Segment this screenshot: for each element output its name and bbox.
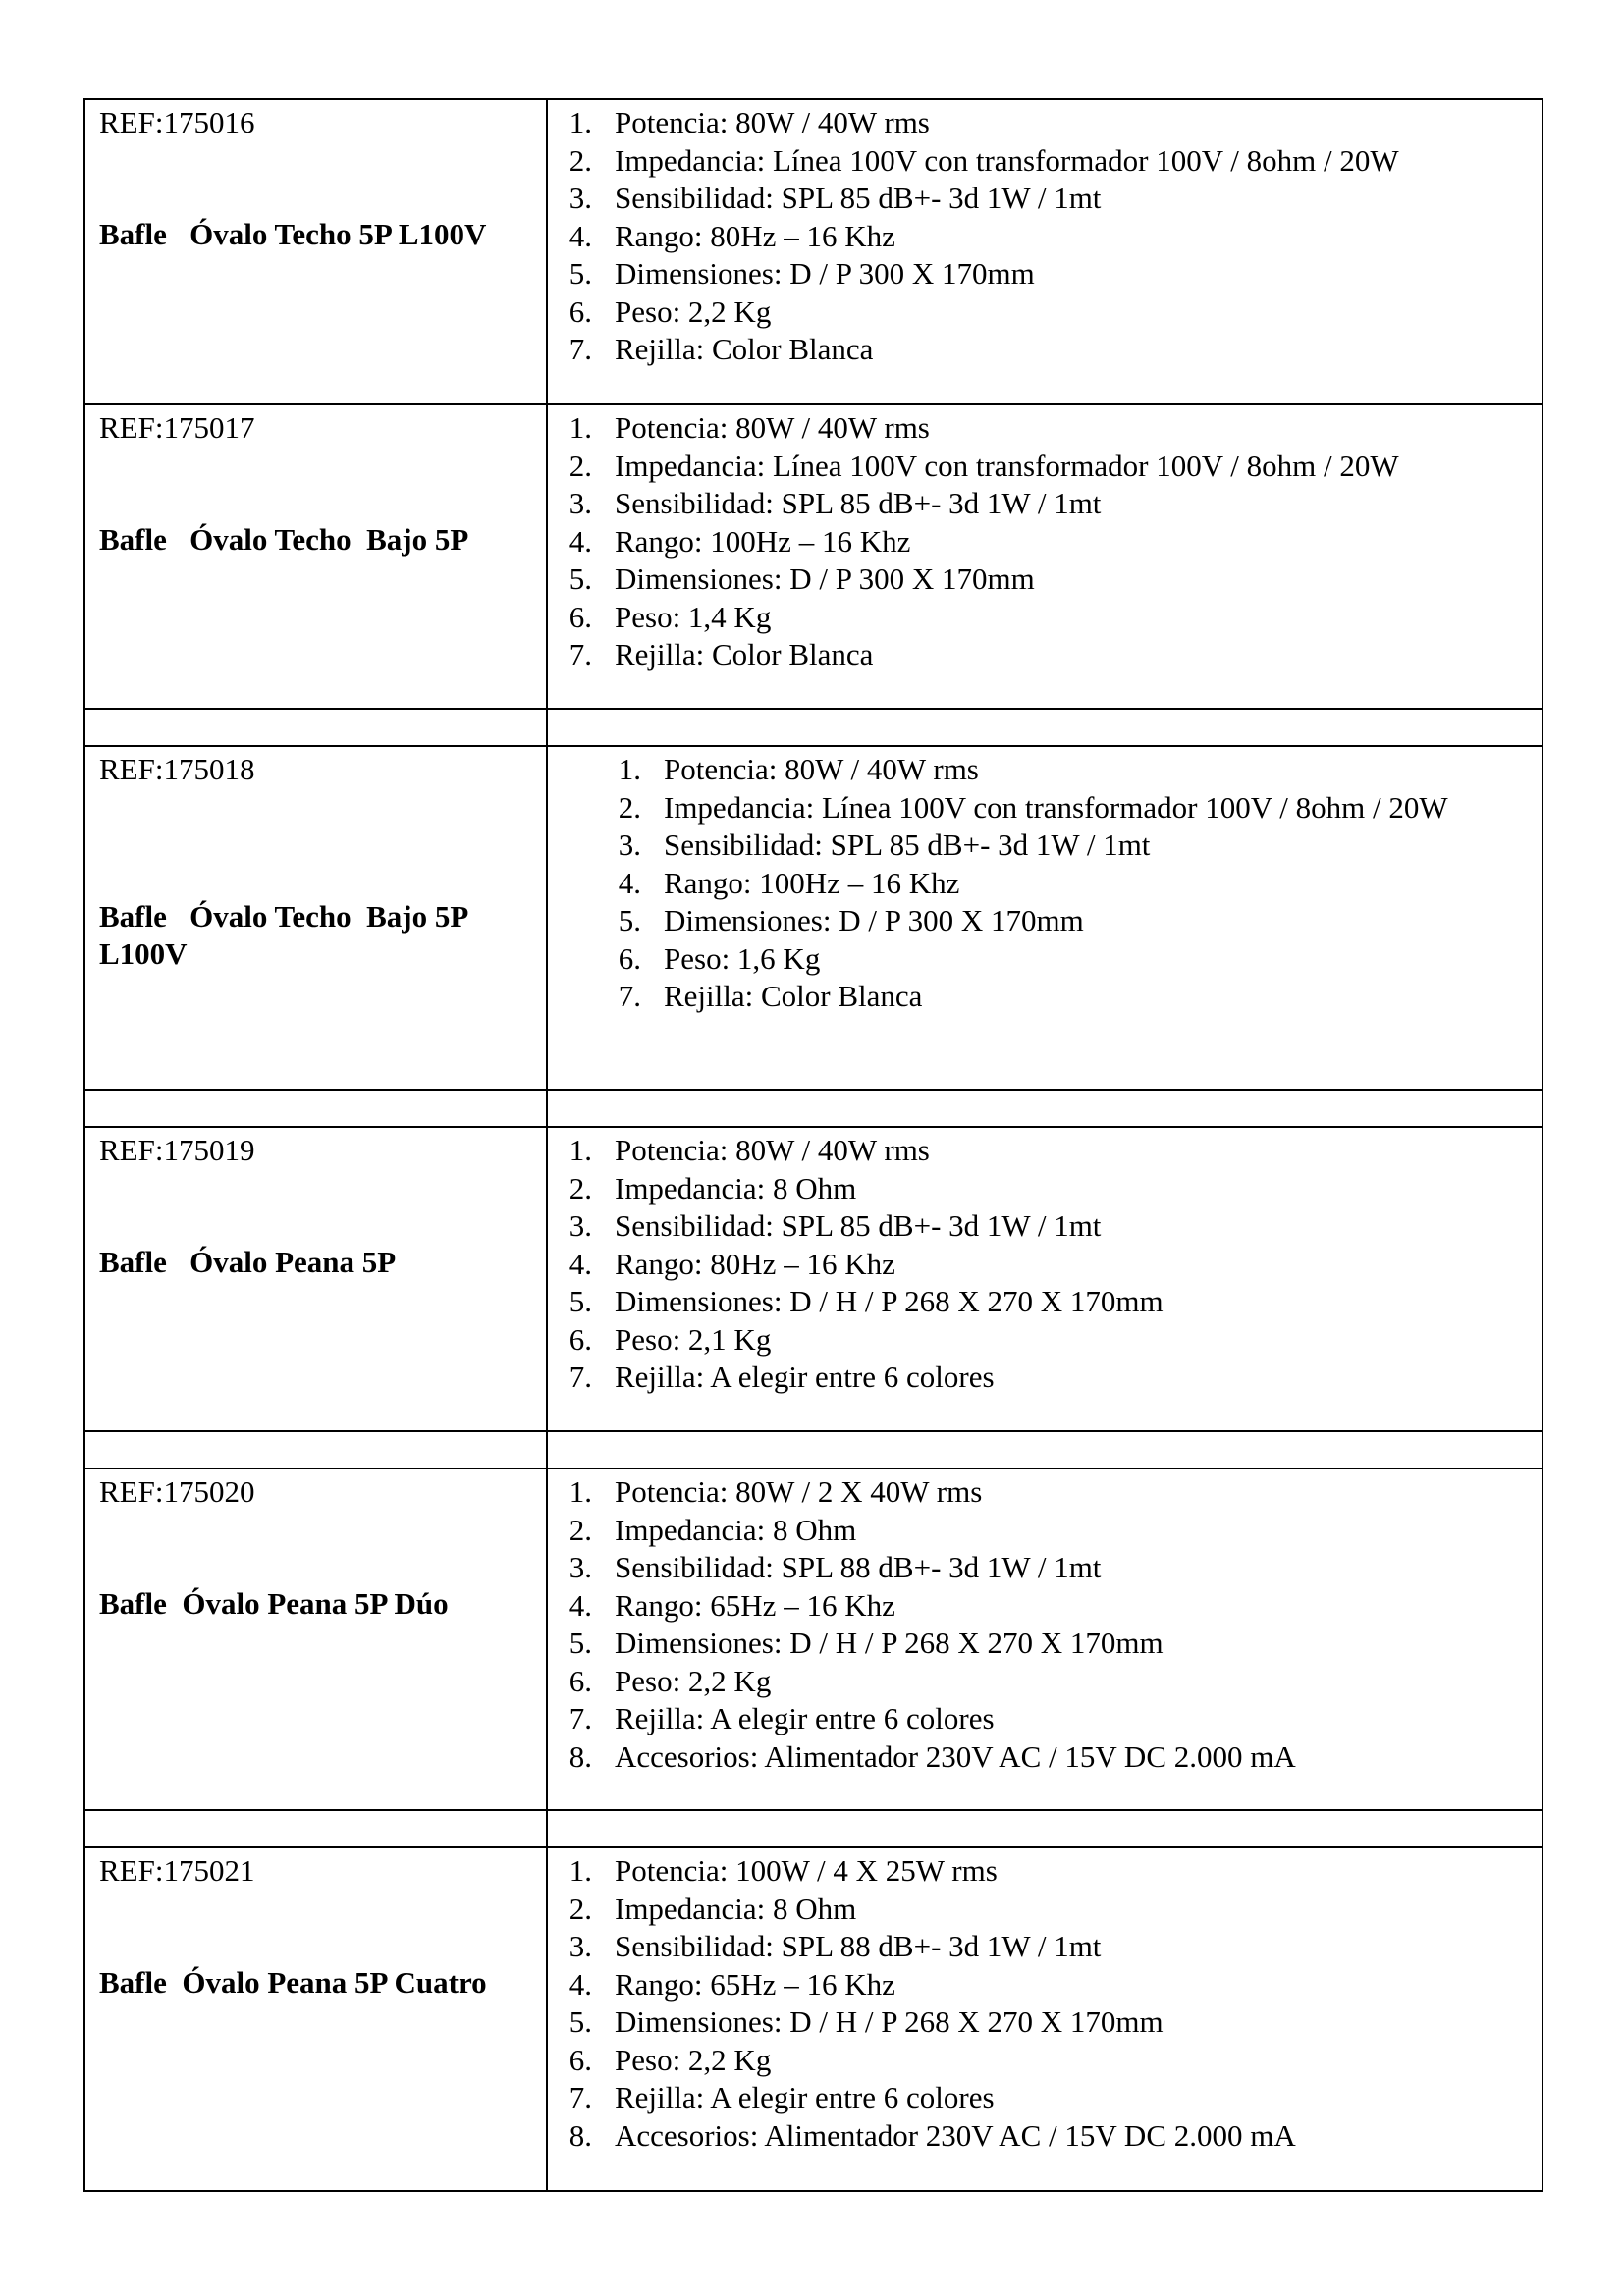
spec-text: Sensibilidad: SPL 85 dB+- 3d 1W / 1mt: [615, 486, 1102, 520]
spec-item: 4. Rango: 80Hz – 16 Khz: [548, 218, 1532, 256]
spec-text: Rejilla: Color Blanca: [615, 332, 874, 366]
spec-text: Dimensiones: D / P 300 X 170mm: [615, 256, 1035, 291]
product-name: Bafle Óvalo Techo Bajo 5P: [99, 522, 469, 557]
spec-text: Rango: 80Hz – 16 Khz: [615, 218, 895, 253]
product-id-cell: [84, 1127, 547, 1431]
spec-text: Impedancia: 8 Ohm: [615, 1170, 857, 1205]
spec-text: Peso: 1,4 Kg: [615, 599, 772, 634]
product-name: Bafle Óvalo Techo Bajo 5P L100V: [99, 899, 475, 971]
spacer-cell: [84, 1090, 547, 1127]
product-row: [84, 404, 1543, 709]
product-spec-table: [83, 98, 1543, 2192]
spacer-cell: [547, 1810, 1543, 1847]
spec-item: 5. Dimensiones: D / H / P 268 X 270 X 170mm: [548, 1625, 1532, 1663]
product-ref: REF:175018: [99, 752, 255, 786]
spec-text: Dimensiones: D / H / P 268 X 270 X 170mm: [615, 2004, 1164, 2039]
spec-item: 3. Sensibilidad: SPL 85 dB+- 3d 1W / 1mt: [548, 827, 1532, 865]
spec-text: Accesorios: Alimentador 230V AC / 15V DC 2.000 mA: [615, 1738, 1296, 1774]
spec-item: 4. Rango: 65Hz – 16 Khz: [548, 1966, 1532, 2004]
product-specs-cell: [547, 1468, 1543, 1810]
spec-item: 5. Dimensiones: D / P 300 X 170mm: [548, 561, 1532, 599]
spec-list: [548, 104, 1532, 369]
spec-text: Rejilla: A elegir entre 6 colores: [615, 1701, 995, 1735]
spec-item: 2. Impedancia: 8 Ohm: [548, 1170, 1532, 1208]
product-ref: REF:175017: [99, 410, 255, 445]
spacer-row: [84, 1810, 1543, 1847]
spec-text: Sensibilidad: SPL 85 dB+- 3d 1W / 1mt: [615, 1208, 1102, 1243]
spec-text: Impedancia: Línea 100V con transformador 100V / 8ohm / 20W: [664, 789, 1448, 825]
spec-list: [548, 1132, 1532, 1397]
spec-text: Rango: 65Hz – 16 Khz: [615, 1966, 895, 2002]
spec-item: 3. Sensibilidad: SPL 88 dB+- 3d 1W / 1mt: [548, 1549, 1532, 1587]
spacer-cell: [547, 1431, 1543, 1468]
product-ref: REF:175020: [99, 1474, 255, 1509]
spec-text: Sensibilidad: SPL 88 dB+- 3d 1W / 1mt: [615, 1550, 1102, 1584]
product-row: [84, 1127, 1543, 1431]
spec-item: 3. Sensibilidad: SPL 88 dB+- 3d 1W / 1mt: [548, 1928, 1532, 1966]
spec-item: 1. Potencia: 80W / 40W rms: [548, 409, 1532, 448]
product-row: [84, 746, 1543, 1090]
spec-item: 5. Dimensiones: D / P 300 X 170mm: [548, 255, 1532, 294]
spec-item: 7. Rejilla: A elegir entre 6 colores: [548, 1700, 1532, 1738]
spec-text: Rejilla: A elegir entre 6 colores: [615, 2080, 995, 2114]
spec-text: Sensibilidad: SPL 85 dB+- 3d 1W / 1mt: [615, 181, 1102, 215]
product-ref: REF:175021: [99, 1853, 255, 1888]
product-ref: REF:175016: [99, 105, 255, 139]
spec-text: Rango: 65Hz – 16 Khz: [615, 1587, 895, 1623]
product-row: [84, 1847, 1543, 2191]
product-specs-cell: [547, 404, 1543, 709]
spec-text: Dimensiones: D / H / P 268 X 270 X 170mm: [615, 1284, 1164, 1318]
spec-text: Sensibilidad: SPL 88 dB+- 3d 1W / 1mt: [615, 1929, 1102, 1963]
spec-text: Dimensiones: D / H / P 268 X 270 X 170mm: [615, 1626, 1164, 1660]
spec-item: 1. Potencia: 80W / 40W rms: [548, 1132, 1532, 1170]
spec-item: 3. Sensibilidad: SPL 85 dB+- 3d 1W / 1mt: [548, 1207, 1532, 1246]
spec-item: 6. Peso: 2,2 Kg: [548, 2042, 1532, 2080]
spec-item: 2. Impedancia: Línea 100V con transformador 100V / 8ohm / 20W: [548, 448, 1532, 486]
spec-item: 4. Rango: 100Hz – 16 Khz: [548, 523, 1532, 561]
spec-item: 1. Potencia: 80W / 40W rms: [548, 751, 1532, 789]
product-id-cell: [84, 404, 547, 709]
spec-item: 5. Dimensiones: D / H / P 268 X 270 X 170mm: [548, 2003, 1532, 2042]
spec-text: Impedancia: Línea 100V con transformador 100V / 8ohm / 20W: [615, 448, 1399, 483]
spec-item: 1. Potencia: 80W / 40W rms: [548, 104, 1532, 142]
spec-text: Peso: 2,2 Kg: [615, 294, 772, 329]
spec-list: [548, 409, 1532, 674]
spec-item: 3. Sensibilidad: SPL 85 dB+- 3d 1W / 1mt: [548, 180, 1532, 218]
product-specs-cell: [547, 1127, 1543, 1431]
spec-text: Rango: 100Hz – 16 Khz: [664, 865, 960, 900]
product-id-cell: [84, 99, 547, 404]
spec-item: 1. Potencia: 100W / 4 X 25W rms: [548, 1852, 1532, 1891]
spec-text: Potencia: 80W / 40W rms: [664, 752, 979, 786]
spec-text: Rango: 100Hz – 16 Khz: [615, 523, 911, 559]
spec-item: 4. Rango: 100Hz – 16 Khz: [548, 865, 1532, 903]
spec-item: 5. Dimensiones: D / H / P 268 X 270 X 170mm: [548, 1283, 1532, 1321]
spec-item: 4. Rango: 65Hz – 16 Khz: [548, 1587, 1532, 1626]
spacer-row: [84, 1090, 1543, 1127]
product-row: [84, 99, 1543, 404]
spec-item: 6. Peso: 2,1 Kg: [548, 1321, 1532, 1360]
spec-item: 2. Impedancia: Línea 100V con transformador 100V / 8ohm / 20W: [548, 142, 1532, 181]
product-id-cell: [84, 1468, 547, 1810]
spec-item: 1. Potencia: 80W / 2 X 40W rms: [548, 1473, 1532, 1512]
spacer-cell: [84, 1431, 547, 1468]
product-id-cell: [84, 1847, 547, 2191]
spacer-cell: [84, 1810, 547, 1847]
spec-item: 7. Rejilla: A elegir entre 6 colores: [548, 1359, 1532, 1397]
spec-text: Sensibilidad: SPL 85 dB+- 3d 1W / 1mt: [664, 828, 1151, 862]
spec-text: Impedancia: Línea 100V con transformador 100V / 8ohm / 20W: [615, 142, 1399, 178]
product-row: [84, 1468, 1543, 1810]
spec-item: 2. Impedancia: 8 Ohm: [548, 1891, 1532, 1929]
spec-text: Accesorios: Alimentador 230V AC / 15V DC 2.000 mA: [615, 2117, 1296, 2153]
spec-text: Rango: 80Hz – 16 Khz: [615, 1246, 895, 1281]
product-id-cell: [84, 746, 547, 1090]
spec-text: Potencia: 80W / 40W rms: [615, 105, 930, 139]
spec-item: 7. Rejilla: Color Blanca: [548, 978, 1532, 1016]
product-name: Bafle Óvalo Peana 5P: [99, 1245, 397, 1279]
spacer-row: [84, 709, 1543, 746]
spec-text: Impedancia: 8 Ohm: [615, 1512, 857, 1547]
spacer-cell: [547, 709, 1543, 746]
spec-list: [548, 1473, 1532, 1776]
product-name: Bafle Óvalo Peana 5P Dúo: [99, 1586, 449, 1621]
spec-text: Impedancia: 8 Ohm: [615, 1891, 857, 1926]
spec-list: [548, 1852, 1532, 2155]
spec-text: Peso: 2,2 Kg: [615, 1663, 772, 1698]
product-specs-cell: [547, 746, 1543, 1090]
product-name: Bafle Óvalo Peana 5P Cuatro: [99, 1965, 487, 2000]
spec-text: Rejilla: Color Blanca: [615, 637, 874, 671]
spec-item: 7. Rejilla: Color Blanca: [548, 636, 1532, 674]
spec-item: 7. Rejilla: A elegir entre 6 colores: [548, 2079, 1532, 2117]
spec-item: 8. Accesorios: Alimentador 230V AC / 15V DC 2.000 mA: [548, 2117, 1532, 2156]
spec-text: Rejilla: A elegir entre 6 colores: [615, 1360, 995, 1394]
spec-text: Dimensiones: D / P 300 X 170mm: [664, 903, 1084, 937]
spec-item: 6. Peso: 1,6 Kg: [548, 940, 1532, 979]
spec-text: Potencia: 100W / 4 X 25W rms: [615, 1853, 998, 1888]
spec-text: Potencia: 80W / 40W rms: [615, 410, 930, 445]
spec-text: Potencia: 80W / 2 X 40W rms: [615, 1474, 983, 1509]
spec-text: Potencia: 80W / 40W rms: [615, 1133, 930, 1167]
spec-item: 3. Sensibilidad: SPL 85 dB+- 3d 1W / 1mt: [548, 485, 1532, 523]
spec-text: Peso: 2,2 Kg: [615, 2042, 772, 2077]
spec-text: Peso: 1,6 Kg: [664, 940, 821, 976]
spec-text: Dimensiones: D / P 300 X 170mm: [615, 561, 1035, 596]
spec-text: Peso: 2,1 Kg: [615, 1321, 772, 1357]
spacer-cell: [547, 1090, 1543, 1127]
spec-item: 6. Peso: 1,4 Kg: [548, 599, 1532, 637]
spec-item: 6. Peso: 2,2 Kg: [548, 1663, 1532, 1701]
spec-list: [548, 751, 1532, 1016]
spec-item: 2. Impedancia: 8 Ohm: [548, 1512, 1532, 1550]
product-ref: REF:175019: [99, 1133, 255, 1167]
spacer-row: [84, 1431, 1543, 1468]
spec-item: 2. Impedancia: Línea 100V con transformador 100V / 8ohm / 20W: [548, 789, 1532, 828]
product-name: Bafle Óvalo Techo 5P L100V: [99, 217, 487, 251]
spacer-cell: [84, 709, 547, 746]
spec-item: 4. Rango: 80Hz – 16 Khz: [548, 1246, 1532, 1284]
spec-item: 6. Peso: 2,2 Kg: [548, 294, 1532, 332]
spec-text: Rejilla: Color Blanca: [664, 979, 923, 1013]
product-specs-cell: [547, 99, 1543, 404]
spec-item: 8. Accesorios: Alimentador 230V AC / 15V DC 2.000 mA: [548, 1738, 1532, 1777]
product-specs-cell: [547, 1847, 1543, 2191]
spec-item: 5. Dimensiones: D / P 300 X 170mm: [548, 902, 1532, 940]
spec-item: 7. Rejilla: Color Blanca: [548, 331, 1532, 369]
